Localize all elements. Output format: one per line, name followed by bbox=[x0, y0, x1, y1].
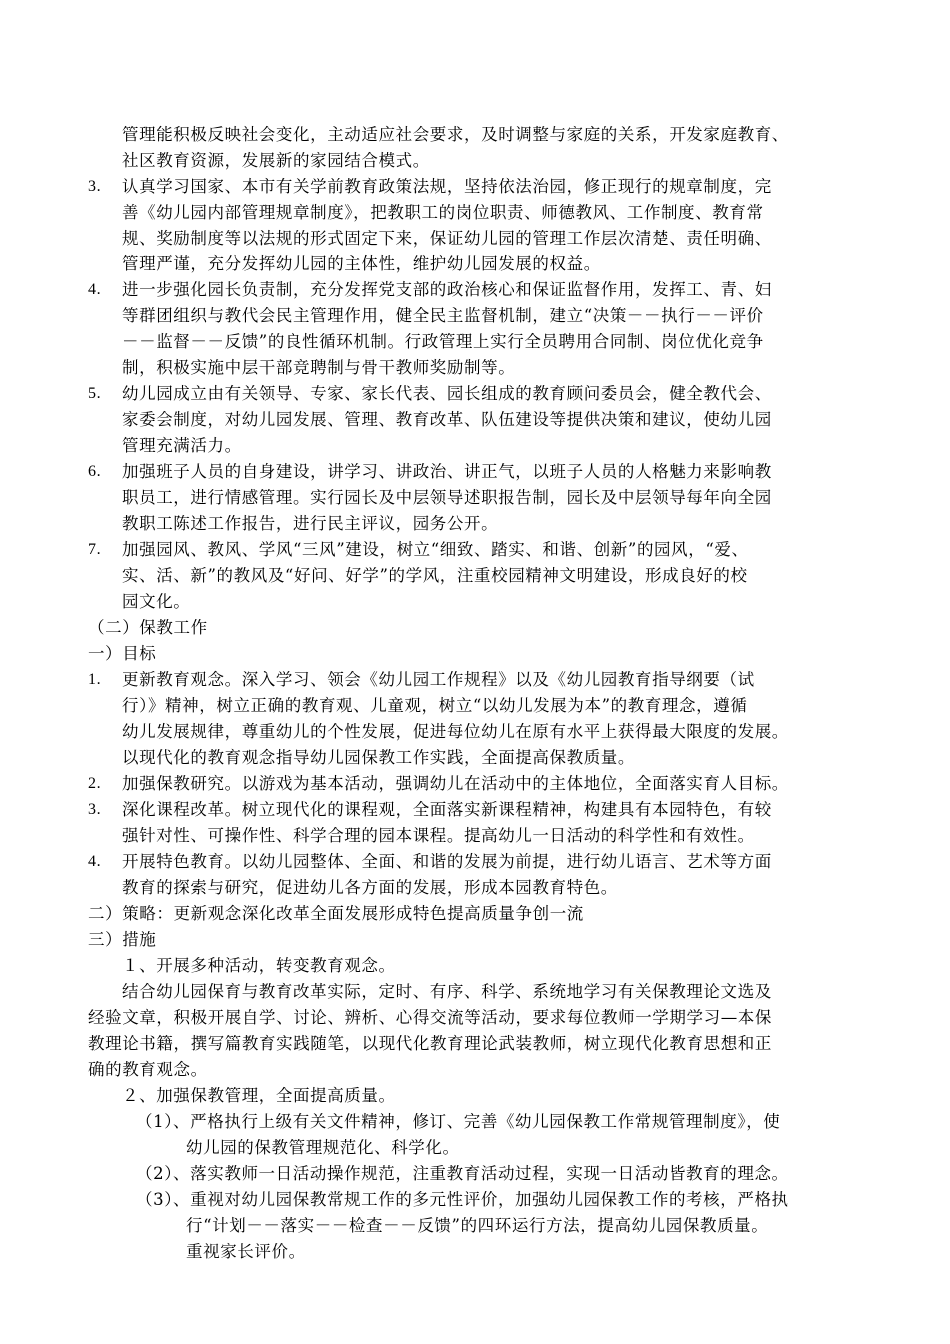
list-number: 3. bbox=[88, 178, 102, 195]
list-item-line: 家委会制度，对幼儿园发展、管理、教育改革、队伍建设等提供决策和建议，使幼儿园 bbox=[122, 410, 772, 429]
list-item-line: 以现代化的教育观念指导幼儿园保教工作实践，全面提高保教质量。 bbox=[122, 748, 635, 767]
sub-item-line: （3）、重视对幼儿园保教常规工作的多元性评价，加强幼儿园保教工作的考核，严格执 bbox=[136, 1190, 789, 1209]
list-number: 5. bbox=[88, 385, 102, 402]
paragraph-line: 教理论书籍，撰写篇教育实践随笔，以现代化教育理论武装教师，树立现代化教育思想和正 bbox=[88, 1034, 772, 1053]
list-item-line: 认真学习国家、本市有关学前教育政策法规，坚持依法治园，修正现行的规章制度，完 bbox=[122, 177, 772, 196]
list-item-line: 加强园风、教风、学风“三风”建设，树立“细致、踏实、和谐、创新”的园风，“爱、 bbox=[122, 540, 749, 559]
list-item-line: 实、活、新”的教风及“好问、好学”的学风，注重校园精神文明建设，形成良好的校 bbox=[122, 566, 748, 585]
list-item-line: 深化课程改革。树立现代化的课程观，全面落实新课程精神，构建具有本园特色，有较 bbox=[122, 800, 772, 819]
measure-title: １、开展多种活动，转变教育观念。 bbox=[122, 956, 396, 975]
list-item-line: 职员工，进行情感管理。实行园长及中层领导述职报告制，园长及中层领导每年向全园 bbox=[122, 488, 772, 507]
list-item-line: 制，积极实施中层干部竞聘制与骨干教师奖励制等。 bbox=[122, 358, 516, 377]
list-number: 1. bbox=[88, 671, 102, 688]
paragraph-line: 经验文章，积极开展自学、讨论、辨析、心得交流等活动，要求每位教师一学期学习—本保 bbox=[88, 1008, 772, 1027]
sub-item-line: （2）、落实教师一日活动操作规范，注重教育活动过程，实现一日活动皆教育的理念。 bbox=[136, 1164, 789, 1183]
subsection-heading-measures: 三）措施 bbox=[88, 930, 157, 949]
list-number: 3. bbox=[88, 801, 102, 818]
list-item-line: 教育的探索与研究，促进幼儿各方面的发展，形成本园教育特色。 bbox=[122, 878, 618, 897]
sub-item-line: 行“计划－－落实－－检查－－反馈”的四环运行方法，提高幼儿园保教质量。 bbox=[186, 1216, 769, 1235]
list-item-line: 园文化。 bbox=[122, 592, 191, 611]
paragraph-line: 社区教育资源，发展新的家园结合模式。 bbox=[122, 151, 430, 170]
paragraph-line: 管理能积极反映社会变化，主动适应社会要求，及时调整与家庭的关系，开发家庭教育、 bbox=[122, 125, 789, 144]
list-item-line: 加强班子人员的自身建设，讲学习、讲政治、讲正气，以班子人员的人格魅力来影响教 bbox=[122, 462, 772, 481]
list-item-line: 行）》精神，树立正确的教育观、儿童观，树立“以幼儿发展为本”的教育理念，遵循 bbox=[122, 696, 748, 715]
subsection-heading-strategy: 二）策略：更新观念深化改革全面发展形成特色提高质量争创一流 bbox=[88, 904, 584, 923]
list-item-line: 更新教育观念。深入学习、领会《幼儿园工作规程》以及《幼儿园教育指导纲要（试 bbox=[122, 670, 755, 689]
list-item-line: 幼儿园成立由有关领导、专家、家长代表、园长组成的教育顾问委员会，健全教代会、 bbox=[122, 384, 772, 403]
measure-title: ２、加强保教管理，全面提高质量。 bbox=[122, 1086, 396, 1105]
list-item-line: －－监督－－反馈”的良性循环机制。行政管理上实行全员聘用合同制、岗位优化竞争 bbox=[122, 332, 764, 351]
list-number: 2. bbox=[88, 775, 102, 792]
sub-item-line: 幼儿园的保教管理规范化、科学化。 bbox=[186, 1138, 460, 1157]
list-number: 7. bbox=[88, 541, 102, 558]
list-item-line: 等群团组织与教代会民主管理作用，健全民主监督机制，建立“决策－－执行－－评价 bbox=[122, 306, 764, 325]
list-item-line: 教职工陈述工作报告，进行民主评议，园务公开。 bbox=[122, 514, 499, 533]
paragraph-line: 结合幼儿园保育与教育改革实际，定时、有序、科学、系统地学习有关保教理论文选及 bbox=[122, 982, 772, 1001]
list-number: 4. bbox=[88, 281, 102, 298]
list-item-line: 加强保教研究。以游戏为基本活动，强调幼儿在活动中的主体地位，全面落实育人目标。 bbox=[122, 774, 789, 793]
list-item-line: 善《幼儿园内部管理规章制度》，把教职工的岗位职责、师德教风、工作制度、教育常 bbox=[122, 203, 764, 222]
list-item-line: 强针对性、可操作性、科学合理的园本课程。提高幼儿一日活动的科学性和有效性。 bbox=[122, 826, 755, 845]
section-heading: （二）保教工作 bbox=[88, 618, 208, 637]
list-item-line: 开展特色教育。以幼儿园整体、全面、和谐的发展为前提，进行幼儿语言、艺术等方面 bbox=[122, 852, 772, 871]
list-item-line: 管理严谨，充分发挥幼儿园的主体性，维护幼儿园发展的权益。 bbox=[122, 254, 601, 273]
paragraph-line: 确的教育观念。 bbox=[88, 1060, 208, 1079]
list-item-line: 幼儿发展规律，尊重幼儿的个性发展，促进每位幼儿在原有水平上获得最大限度的发展。 bbox=[122, 722, 789, 741]
sub-item-line: （1）、严格执行上级有关文件精神，修订、完善《幼儿园保教工作常规管理制度》，使 bbox=[136, 1112, 781, 1131]
subsection-heading-goals: 一）目标 bbox=[88, 644, 157, 663]
list-number: 6. bbox=[88, 463, 102, 480]
list-item-line: 规、奖励制度等以法规的形式固定下来，保证幼儿园的管理工作层次清楚、责任明确、 bbox=[122, 229, 772, 248]
list-number: 4. bbox=[88, 853, 102, 870]
list-item-line: 进一步强化园长负责制，充分发挥党支部的政治核心和保证监督作用，发挥工、青、妇 bbox=[122, 280, 772, 299]
list-item-line: 管理充满活力。 bbox=[122, 436, 242, 455]
sub-item-line: 重视家长评价。 bbox=[186, 1242, 306, 1261]
